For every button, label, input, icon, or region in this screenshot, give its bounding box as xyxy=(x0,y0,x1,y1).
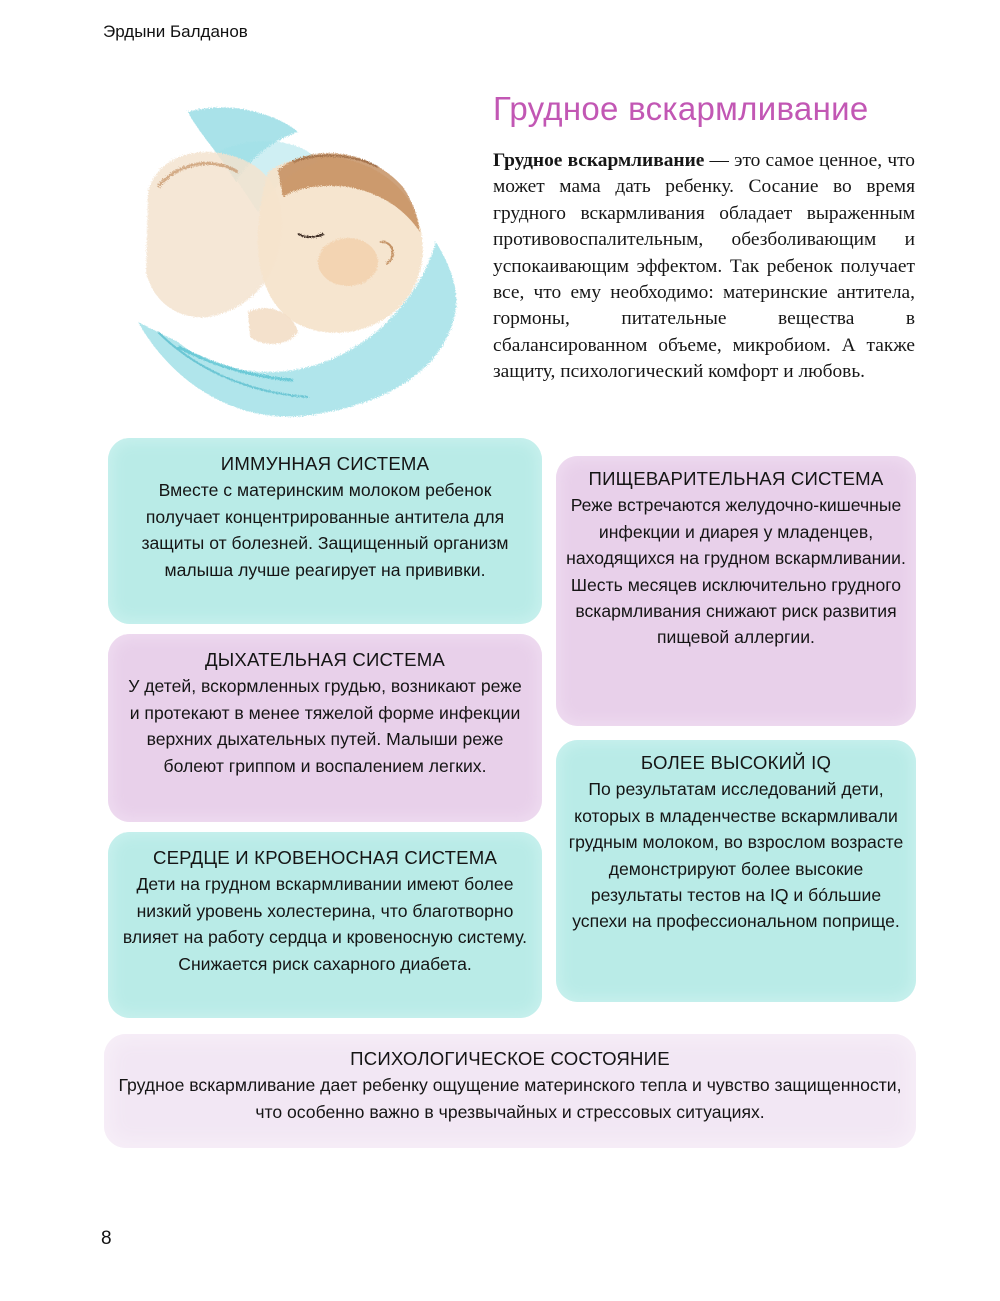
digestive-system-text: Реже встречаются желудочно-кишечные инфекции и диарея у младенцев, находящихся на грудном вскармливании. Шесть месяцев исключительно грудного вскармливания снижают риск развития пищевой аллергии. xyxy=(566,495,906,648)
digestive-system-title: ПИЩЕВАРИТЕЛЬНАЯ СИСТЕМА xyxy=(588,468,884,489)
cardiovascular-system-text: Дети на грудном вскармливании имеют более низкий уровень холестерина, что благотворно влияет на работу сердца и кровеносную систему. Снижается риск сахарного диабета. xyxy=(122,874,528,974)
immune-system-box xyxy=(108,438,542,624)
psychological-state-text: Грудное вскармливание дает ребенку ощущение материнского тепла и чувство защищенности, что особенно важно в чрезвычайных и стрессовых ситуациях. xyxy=(118,1075,902,1122)
immune-system-text: Вместе с материнским молоком ребенок получает концентрированные антитела для защиты от болезней. Защищенный организм малыша лучше реагирует на прививки. xyxy=(141,480,509,580)
higher-iq-title: БОЛЕЕ ВЫСОКИЙ IQ xyxy=(640,752,832,773)
intro-text: — это самое ценное, что может мама дать ребенку. Сосание во время грудного вскармливания обладает выраженным противовоспалительным, обезболивающим и успокаивающим эффектом. Так ребенок получает все, что ему необходимо: материнские антитела, гормоны, питательные вещества в сбалансированном объеме, микробиом. А также защиту, психологический комфорт и любовь. xyxy=(493,150,915,383)
page-number: 8 xyxy=(101,1228,112,1249)
breastfeeding-illustration xyxy=(118,92,463,432)
respiratory-system-box xyxy=(108,634,542,822)
psychological-state-box xyxy=(104,1034,916,1148)
immune-system-title: ИММУННАЯ СИСТЕМА xyxy=(220,453,430,474)
cardiovascular-system-box xyxy=(108,832,542,1018)
respiratory-system-title: ДЫХАТЕЛЬНАЯ СИСТЕМА xyxy=(204,649,446,670)
higher-iq-box xyxy=(556,740,916,1002)
section-title: Грудное вскармливание xyxy=(493,90,869,127)
respiratory-system-text: У детей, вскормленных грудью, возникают реже и протекают в менее тяжелой форме инфекции верхних дыхательных путей. Малыши реже болеют гриппом и воспалением легких. xyxy=(128,676,522,776)
psychological-state-title: ПСИХОЛОГИЧЕСКОЕ СОСТОЯНИЕ xyxy=(350,1048,670,1069)
intro-term: Грудное вскармливание xyxy=(493,150,705,171)
digestive-system-box xyxy=(556,456,916,726)
intro-paragraph xyxy=(493,148,915,386)
higher-iq-text: По результатам исследований дети, которых в младенчестве вскармливали грудным молоком, во взрослом возрасте демонстрируют более высокие результаты тестов на IQ и бóльшие успехи на профессиональном поприще. xyxy=(568,779,904,932)
cardiovascular-system-title: СЕРДЦЕ И КРОВЕНОСНАЯ СИСТЕМА xyxy=(152,847,498,868)
running-header-author: Эрдыни Балданов xyxy=(103,22,248,41)
